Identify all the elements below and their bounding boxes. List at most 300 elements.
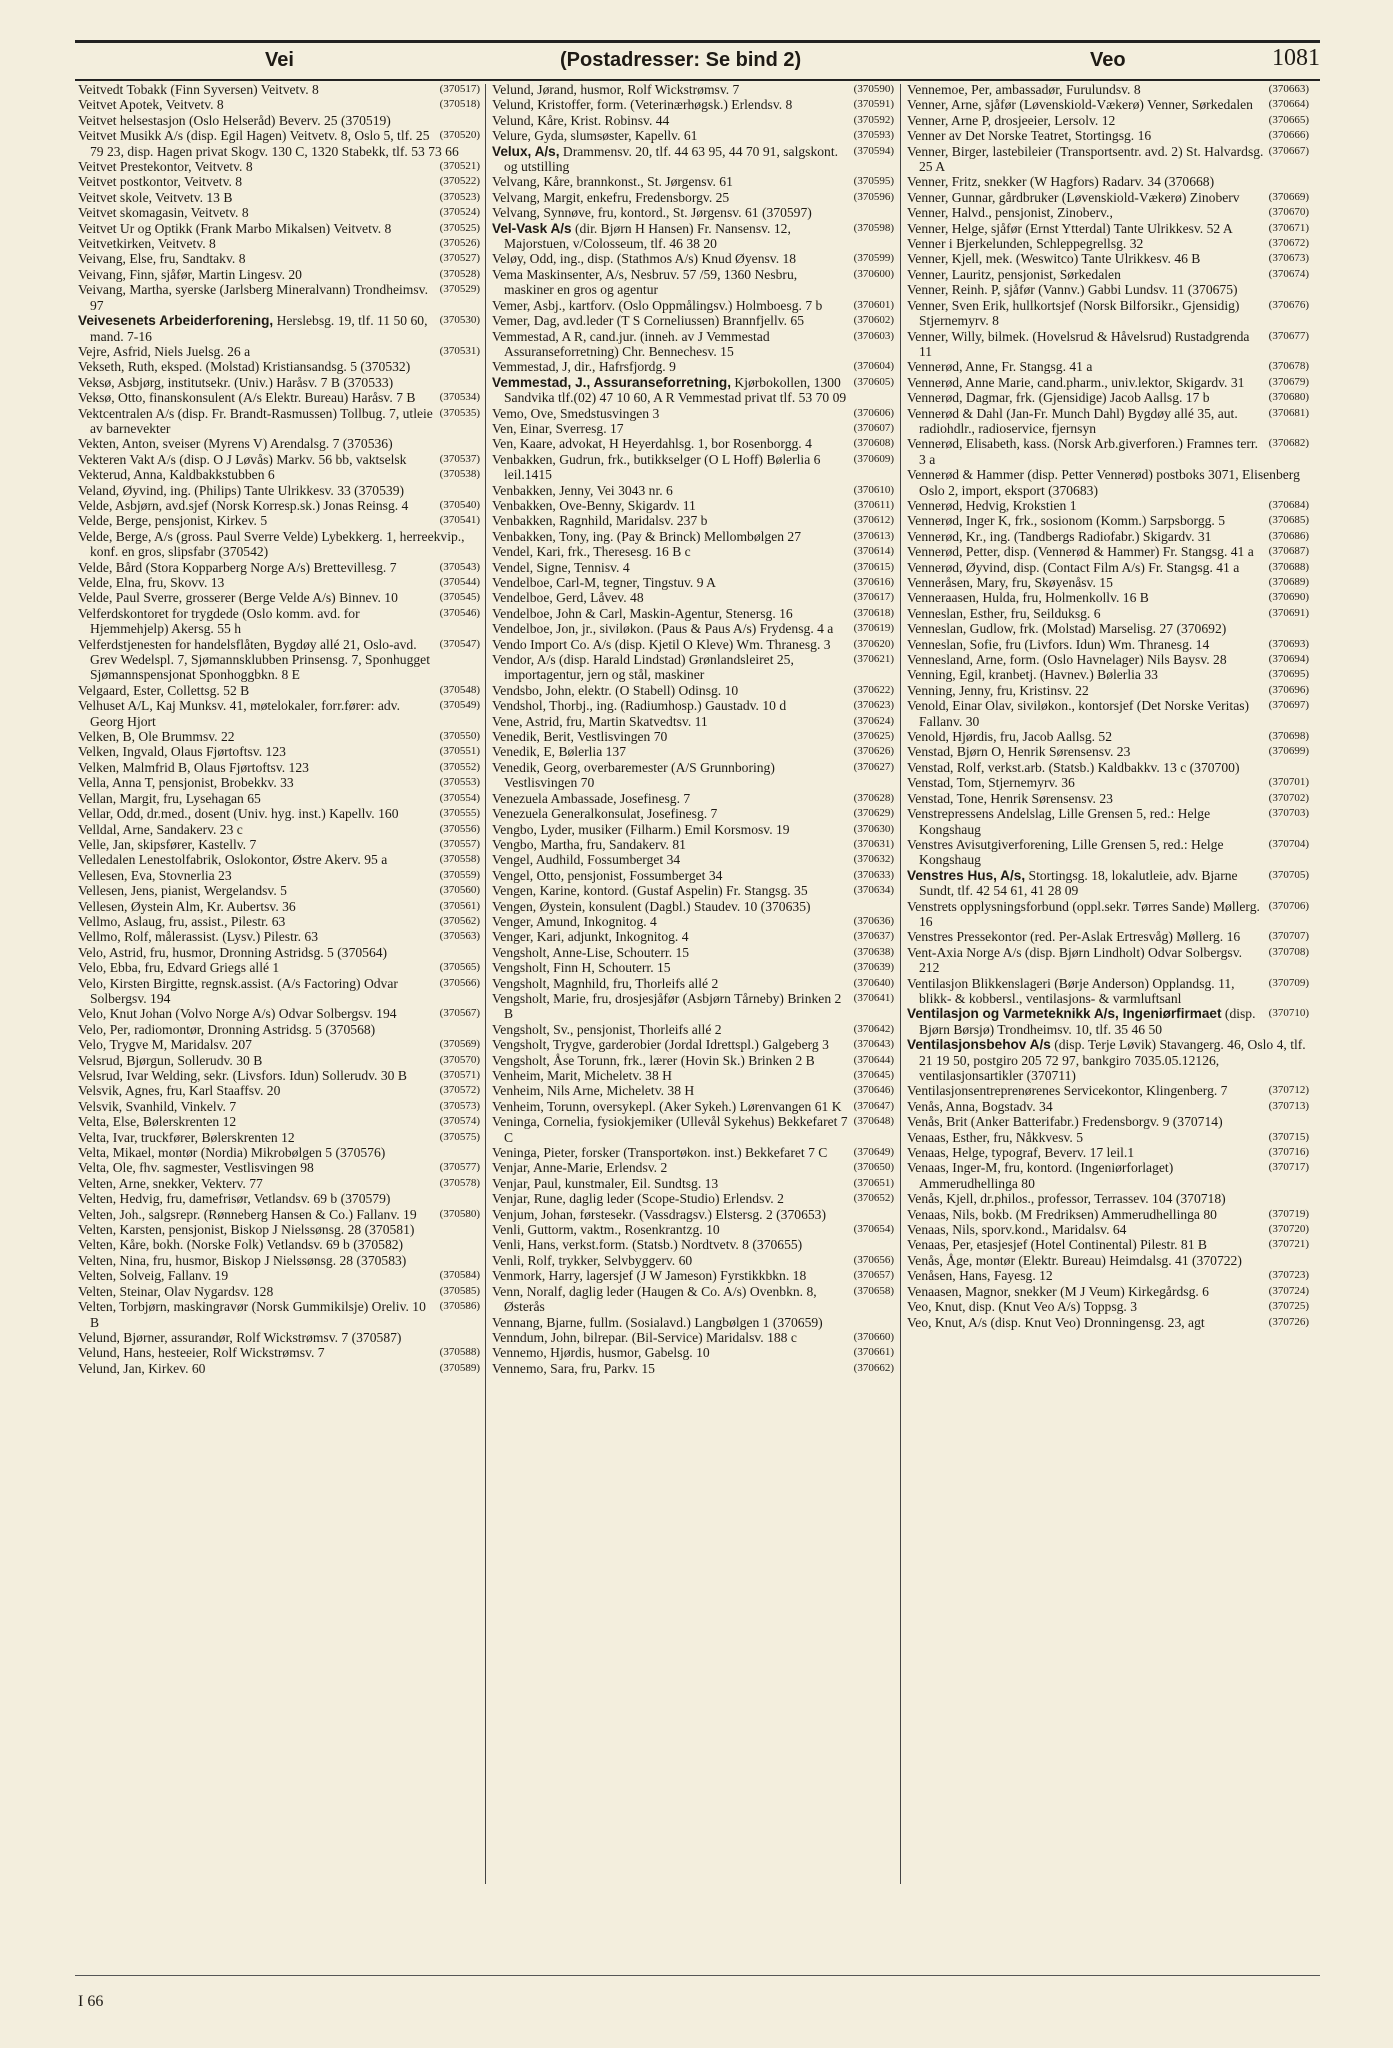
directory-entry bbox=[907, 82, 1309, 97]
entry-text: Velund, Jan, Kirkev. 60 bbox=[78, 1360, 206, 1376]
entry-text: Velken, B, Ole Brummsv. 22 bbox=[78, 729, 235, 745]
directory-entry bbox=[907, 1284, 1309, 1299]
entry-code: (370544) bbox=[439, 576, 480, 588]
directory-entry bbox=[492, 791, 894, 806]
directory-entry bbox=[907, 575, 1309, 590]
directory-entry bbox=[907, 529, 1309, 544]
entry-code: (370604) bbox=[853, 360, 894, 373]
entry-code: (370630) bbox=[853, 822, 894, 835]
entry-code: (370631) bbox=[853, 837, 894, 850]
entry-text: Venner i Bjerkelunden, Schleppegrellsg. 32 bbox=[907, 236, 1144, 252]
entry-code: (370528) bbox=[439, 267, 480, 280]
entry-code: (370632) bbox=[853, 853, 894, 866]
entry-text: Venner, Halvd., pensjonist, Zinoberv., bbox=[907, 205, 1113, 221]
directory-entry bbox=[78, 929, 480, 944]
directory-entry bbox=[907, 1315, 1309, 1330]
entry-code: (370574) bbox=[439, 1115, 480, 1128]
directory-entry bbox=[907, 744, 1309, 759]
entry-code: (370695) bbox=[1268, 668, 1309, 681]
entry-text: Venezuela Generalkonsulat, Josefinesg. 7 bbox=[492, 806, 718, 822]
entry-text: Velta, Else, Bølerskrenten 12 bbox=[78, 1114, 237, 1130]
directory-entry bbox=[907, 436, 1309, 467]
entry-code: (370572) bbox=[439, 1084, 480, 1097]
entry-text: Venner, Willy, bilmek. (Hovelsrud & Håvelsrud) Rustadgrenda 11 bbox=[907, 328, 1250, 359]
entry-code: (370620) bbox=[853, 637, 894, 650]
entry-text: Veland, Øyvind, ing. (Philips) Tante Ulrikkesv. 33 (370539) bbox=[78, 482, 405, 498]
directory-entry bbox=[78, 1006, 480, 1021]
directory-entry bbox=[492, 513, 894, 528]
entry-code: (370680) bbox=[1268, 391, 1309, 404]
directory-entry bbox=[907, 97, 1309, 112]
entry-code: (370703) bbox=[1268, 807, 1309, 820]
entry-text: Vendelboe, Gerd, Låvev. 48 bbox=[492, 590, 644, 606]
directory-entry bbox=[492, 1099, 894, 1114]
entry-text: Velde, Berge, A/s (gross. Paul Sverre Velde) Lybekkerg. 1, herreekvip., konf. en gros, slipsfabr (370542) bbox=[78, 528, 465, 560]
entry-text: Velsvik, Agnes, fru, Karl Staaffsv. 20 bbox=[78, 1083, 281, 1099]
directory-entry bbox=[907, 729, 1309, 744]
entry-text: Vennang, Bjarne, fullm. (Sosialavd.) Langbølgen 1 (370659) bbox=[492, 1314, 823, 1330]
entry-text: Velken, Malmfrid B, Olaus Fjørtoftsv. 123 bbox=[78, 759, 309, 775]
entry-text: Vemer, Asbj., kartforv. (Oslo Oppmålingsv.) Holmboesg. 7 b bbox=[492, 297, 823, 313]
directory-entry bbox=[907, 1268, 1309, 1283]
entry-text: Vemo, Ove, Smedstusvingen 3 bbox=[492, 405, 660, 421]
directory-entry bbox=[492, 606, 894, 621]
entry-code: (370613) bbox=[853, 529, 894, 542]
entry-code: (370534) bbox=[439, 391, 480, 404]
entry-code: (370725) bbox=[1268, 1300, 1309, 1313]
entry-text: Veo, Knut, A/s (disp. Knut Veo) Dronningensg. 23, agt bbox=[907, 1314, 1205, 1330]
directory-entry bbox=[492, 914, 894, 929]
entry-text: Velta, Ivar, truckfører, Bølerskrenten 12 bbox=[78, 1129, 295, 1145]
directory-entry bbox=[492, 1361, 894, 1376]
entry-code: (370520) bbox=[439, 129, 480, 142]
directory-entry bbox=[78, 729, 480, 744]
directory-entry bbox=[492, 1053, 894, 1068]
directory-entry bbox=[78, 406, 480, 437]
entry-text: Venstrets opplysningsforbund (oppl.sekr. Tørres Sande) Møllerg. 16 bbox=[907, 898, 1260, 929]
entry-text: Vengel, Otto, pensjonist, Fossumberget 34 bbox=[492, 867, 723, 883]
entry-text: Venneslan, Gudlow, frk. (Molstad) Marselisg. 27 (370692) bbox=[907, 621, 1227, 637]
entry-text: Vellar, Odd, dr.med., dosent (Univ. hyg. inst.) Kapellv. 160 bbox=[78, 806, 399, 822]
entry-code: (370546) bbox=[439, 606, 480, 619]
entry-code: (370596) bbox=[853, 190, 894, 203]
entry-text: Vendshol, Thorbj., ing. (Radiumhosp.) Gaustadv. 10 d bbox=[492, 698, 787, 714]
directory-entry bbox=[907, 144, 1309, 175]
entry-code: (370648) bbox=[853, 1115, 894, 1128]
entry-text: Venner, Birger, lastebileier (Transportsentr. avd. 2) St. Halvardsg. 25 A bbox=[907, 143, 1264, 175]
entry-code: (370702) bbox=[1268, 791, 1309, 804]
directory-entry bbox=[78, 128, 480, 159]
directory-entry bbox=[907, 267, 1309, 282]
directory-entry bbox=[78, 575, 480, 590]
entry-text: Velde, Paul Sverre, grosserer (Berge Velde A/s) Binnev. 10 bbox=[78, 590, 398, 606]
directory-entry bbox=[492, 729, 894, 744]
directory-entry bbox=[78, 390, 480, 405]
entry-text: Venner, Fritz, snekker (W Hagfors) Radarv. 34 (370668) bbox=[907, 174, 1215, 190]
entry-text: Vendo Import Co. A/s (disp. Kjetil O Kleve) Wm. Thranesg. 3 bbox=[492, 636, 831, 652]
directory-entry bbox=[907, 113, 1309, 128]
footer-rule bbox=[75, 1975, 1320, 1976]
directory-entry bbox=[78, 513, 480, 528]
directory-entry bbox=[492, 1268, 894, 1283]
entry-code: (370628) bbox=[853, 791, 894, 804]
entry-text: Vengbo, Martha, fru, Sandakerv. 81 bbox=[492, 836, 686, 852]
column-3 bbox=[907, 82, 1309, 1887]
entry-text: Velund, Jørand, husmor, Rolf Wickstrømsv. 7 bbox=[492, 82, 740, 97]
directory-entry bbox=[492, 113, 894, 128]
entry-text: Venn, Noralf, daglig leder (Haugen & Co. A/s) Ovenbkn. 8, Østerås bbox=[492, 1283, 817, 1315]
entry-text: Vengsholt, Marie, fru, drosjesjåfør (Asbjørn Tårneby) Brinken 2 B bbox=[492, 990, 842, 1022]
entry-text: Ven, Einar, Sverresg. 17 bbox=[492, 420, 624, 436]
entry-text: Vengsholt, Anne-Lise, Schouterr. 15 bbox=[492, 944, 690, 960]
entry-code: (370573) bbox=[439, 1099, 480, 1112]
entry-code: (370524) bbox=[439, 206, 480, 219]
entry-text: Vekseth, Ruth, eksped. (Molstad) Kristiansandsg. 5 (370532) bbox=[78, 359, 411, 375]
entry-code: (370575) bbox=[439, 1130, 480, 1143]
entry-text: Vennerød, Øyvind, disp. (Contact Film A/s) Fr. Stangsg. 41 a bbox=[907, 559, 1240, 575]
directory-entry bbox=[907, 560, 1309, 575]
header-right-keyword: Veo bbox=[1090, 49, 1126, 71]
listing-columns bbox=[78, 82, 1323, 1887]
entry-code: (370608) bbox=[853, 437, 894, 450]
entry-text: Vennerød, Hedvig, Krokstien 1 bbox=[907, 497, 1077, 513]
entry-code: (370646) bbox=[853, 1084, 894, 1097]
directory-entry bbox=[492, 837, 894, 852]
directory-entry bbox=[78, 1114, 480, 1129]
entry-text: Venstad, Tom, Stjernemyrv. 36 bbox=[907, 775, 1075, 791]
directory-entry bbox=[78, 282, 480, 313]
directory-entry bbox=[78, 97, 480, 112]
entry-code: (370589) bbox=[439, 1361, 480, 1374]
directory-entry bbox=[78, 822, 480, 837]
directory-entry bbox=[492, 683, 894, 698]
entry-text: Velten, Karsten, pensjonist, Biskop J Nielssønsg. 28 (370581) bbox=[78, 1222, 415, 1238]
directory-entry bbox=[907, 652, 1309, 667]
entry-code: (370705) bbox=[1268, 868, 1309, 881]
entry-text: Velten, Steinar, Olav Nygardsv. 128 bbox=[78, 1283, 274, 1299]
entry-text: Velo, Ebba, fru, Edvard Griegs allé 1 bbox=[78, 960, 280, 976]
entry-text: Vennemoe, Per, ambassadør, Furulundsv. 8 bbox=[907, 82, 1141, 97]
directory-entry bbox=[907, 791, 1309, 806]
entry-text: Velten, Hedvig, fru, damefrisør, Vetlandsv. 69 b (370579) bbox=[78, 1191, 391, 1207]
entry-text: Vellesen, Øystein Alm, Kr. Aubertsv. 36 bbox=[78, 898, 296, 914]
entry-text: Vekteren Vakt A/s (disp. O J Løvås) Markv. 56 bb, vaktselsk bbox=[78, 451, 407, 467]
directory-entry bbox=[907, 544, 1309, 559]
entry-text: Venåsen, Hans, Fayesg. 12 bbox=[907, 1268, 1053, 1284]
directory-entry bbox=[492, 868, 894, 883]
entry-code: (370623) bbox=[853, 699, 894, 712]
entry-code: (370643) bbox=[853, 1038, 894, 1051]
entry-code: (370688) bbox=[1268, 560, 1309, 573]
directory-entry bbox=[907, 1222, 1309, 1237]
directory-entry bbox=[492, 1022, 894, 1037]
entry-text: Venbakken, Ove-Benny, Skigardv. 11 bbox=[492, 497, 696, 513]
entry-text: Velledalen Lenestolfabrik, Oslokontor, Østre Akerv. 95 a bbox=[78, 852, 388, 868]
entry-code: (370674) bbox=[1268, 267, 1309, 280]
entry-text: Venner, Arne, sjåfør (Løvenskiold-Vækerø) Venner, Sørkedalen bbox=[907, 97, 1253, 113]
entry-code: (370640) bbox=[853, 976, 894, 989]
entry-code: (370547) bbox=[439, 637, 480, 650]
entry-text: Venning, Egil, kranbetj. (Havnev.) Bølerlia 33 bbox=[907, 667, 1158, 683]
entry-text: Velund, Bjørner, assurandør, Rolf Wickstrømsv. 7 (370587) bbox=[78, 1329, 402, 1345]
entry-code: (370617) bbox=[853, 591, 894, 604]
directory-entry bbox=[78, 883, 480, 898]
entry-code: (370715) bbox=[1268, 1130, 1309, 1143]
entry-text: Vendelboe, John & Carl, Maskin-Agentur, Stenersg. 16 bbox=[492, 605, 793, 621]
entry-text: Vemer, Dag, avd.leder (T S Corneliussen) Brannfjellv. 65 bbox=[492, 313, 805, 329]
entry-code: (370603) bbox=[853, 329, 894, 342]
directory-entry bbox=[78, 174, 480, 189]
column-2 bbox=[492, 82, 894, 1887]
directory-entry bbox=[492, 883, 894, 898]
entry-code: (370618) bbox=[853, 606, 894, 619]
entry-text: Vemmestad, J, dir., Hafrsfjordg. 9 bbox=[492, 359, 676, 375]
entry-code: (370541) bbox=[439, 514, 480, 527]
entry-text: Vengsholt, Finn H, Schouterr. 15 bbox=[492, 960, 671, 976]
entry-code: (370699) bbox=[1268, 745, 1309, 758]
entry-code: (370690) bbox=[1268, 591, 1309, 604]
entry-code: (370551) bbox=[439, 745, 480, 758]
directory-entry bbox=[492, 128, 894, 143]
entry-code: (370584) bbox=[439, 1269, 480, 1282]
entry-text: Veitvet Apotek, Veitvetv. 8 bbox=[78, 97, 224, 113]
entry-code: (370622) bbox=[853, 683, 894, 696]
entry-code: (370689) bbox=[1268, 576, 1309, 588]
entry-text: Venedik, Berit, Vestlisvingen 70 bbox=[492, 729, 668, 745]
entry-code: (370693) bbox=[1268, 637, 1309, 650]
entry-code: (370650) bbox=[853, 1161, 894, 1174]
directory-entry bbox=[78, 852, 480, 867]
entry-text: Veitvet skole, Veitvetv. 13 B bbox=[78, 189, 233, 205]
entry-text: Vellesen, Eva, Stovnerlia 23 bbox=[78, 867, 232, 883]
header-note: (Postadresser: Se bind 2) bbox=[560, 49, 802, 71]
entry-code: (370694) bbox=[1268, 653, 1309, 666]
entry-code: (370706) bbox=[1268, 899, 1309, 912]
directory-entry bbox=[907, 1083, 1309, 1098]
directory-entry bbox=[907, 329, 1309, 360]
directory-entry bbox=[492, 1207, 894, 1222]
entry-code: (370652) bbox=[853, 1192, 894, 1205]
entry-text: Velten, Arne, snekker, Vekterv. 77 bbox=[78, 1175, 263, 1191]
entry-text: Venli, Rolf, trykker, Selvbyggerv. 60 bbox=[492, 1252, 693, 1268]
directory-entry bbox=[492, 945, 894, 960]
entry-text: Venaas, Per, etasjesjef (Hotel Continental) Pilestr. 81 B bbox=[907, 1237, 1207, 1253]
entry-text: Vellmo, Rolf, målerassist. (Lysv.) Pilestr. 63 bbox=[78, 929, 319, 945]
entry-code: (370672) bbox=[1268, 237, 1309, 250]
entry-text: Vellmo, Aslaug, fru, assist., Pilestr. 63 bbox=[78, 913, 286, 929]
entry-text: Velten, Joh., salgsrepr. (Rønneberg Hansen & Co.) Fallanv. 19 bbox=[78, 1206, 417, 1222]
directory-entry bbox=[907, 1299, 1309, 1314]
directory-entry bbox=[492, 1160, 894, 1175]
entry-text: Vennerød, Inger K, frk., sosionom (Komm.) Sarpsborgg. 5 bbox=[907, 513, 1226, 529]
entry-text: Veivang, Martha, syerske (Jarlsberg Mineralvann) Trondheimsv. 97 bbox=[78, 282, 428, 313]
entry-text: Venstad, Tone, Henrik Sørensensv. 23 bbox=[907, 790, 1113, 806]
directory-entry bbox=[492, 976, 894, 991]
entry-text: Venjum, Johan, førstesekr. (Vassdragsv.) Elstersg. 2 (370653) bbox=[492, 1206, 826, 1222]
directory-entry bbox=[907, 390, 1309, 405]
entry-text: Velta, Mikael, montør (Nordia) Mikrobølgen 5 (370576) bbox=[78, 1145, 386, 1161]
entry-code: (370540) bbox=[439, 498, 480, 511]
entry-code: (370523) bbox=[439, 190, 480, 203]
directory-entry bbox=[78, 1160, 480, 1175]
entry-text: Venli, Guttorm, vaktm., Rosenkrantzg. 10 bbox=[492, 1222, 720, 1238]
entry-code: (370624) bbox=[853, 714, 894, 727]
directory-entry bbox=[492, 1083, 894, 1098]
directory-entry bbox=[492, 575, 894, 590]
entry-text: Veitvet Musikk A/s (disp. Egil Hagen) Veitvetv. 8, Oslo 5, tlf. 25 79 23, disp. Hagen privat Skogv. 130 C, 1320 Stabekk, tlf. 53 73 66 bbox=[78, 128, 459, 159]
directory-entry bbox=[492, 498, 894, 513]
entry-code: (370676) bbox=[1268, 298, 1309, 311]
entry-text: Velferdstjenesten for handelsflåten, Bygdøy allé 21, Oslo-avd. Grev Wedelspl. 7, Sjømannsklubben Prinsensg. 7, Sponhugget Sjømannspensjonat Sponhoggbkn. 8 E bbox=[78, 636, 430, 683]
directory-entry bbox=[907, 467, 1309, 498]
entry-text: Velde, Asbjørn, avd.sjef (Norsk Korresp.sk.) Jonas Reinsg. 4 bbox=[78, 497, 409, 513]
entry-text: Venedik, E, Bølerlia 137 bbox=[492, 744, 627, 760]
entry-code: (370673) bbox=[1268, 252, 1309, 265]
directory-entry bbox=[78, 1361, 480, 1376]
entry-code: (370697) bbox=[1268, 699, 1309, 712]
entry-text: Venner, Kjell, mek. (Weswitco) Tante Ulrikkesv. 46 B bbox=[907, 251, 1201, 267]
entry-text: Vellesen, Jens, pianist, Wergelandsv. 5 bbox=[78, 883, 287, 899]
directory-entry bbox=[78, 221, 480, 236]
directory-entry bbox=[907, 1130, 1309, 1145]
directory-entry bbox=[78, 1053, 480, 1068]
entry-text: Vengel, Audhild, Fossumberget 34 bbox=[492, 852, 681, 868]
entry-text: Velund, Kåre, Krist. Robinsv. 44 bbox=[492, 112, 670, 128]
entry-code: (370527) bbox=[439, 252, 480, 265]
page-footer: I 66 bbox=[78, 1993, 104, 2010]
entry-text: Vennemo, Sara, fru, Parkv. 15 bbox=[492, 1360, 655, 1376]
entry-code: (370598) bbox=[853, 221, 894, 234]
entry-text: Veivang, Else, fru, Sandtakv. 8 bbox=[78, 251, 246, 267]
entry-text: Venbakken, Jenny, Vei 3043 nr. 6 bbox=[492, 482, 673, 498]
directory-entry bbox=[907, 806, 1309, 837]
directory-entry bbox=[907, 251, 1309, 266]
directory-entry bbox=[492, 744, 894, 759]
entry-text: Vengen, Øystein, konsulent (Dagbl.) Staudev. 10 (370635) bbox=[492, 898, 811, 914]
entry-text: Velo, Kirsten Birgitte, regnsk.assist. (A/s Factoring) Odvar Solbergsv. 194 bbox=[78, 975, 398, 1006]
directory-entry bbox=[78, 159, 480, 174]
entry-code: (370657) bbox=[853, 1269, 894, 1282]
directory-entry bbox=[78, 837, 480, 852]
entry-code: (370591) bbox=[853, 98, 894, 111]
entry-code: (370717) bbox=[1268, 1161, 1309, 1174]
entry-text: Velo, Per, radiomontør, Dronning Astridsg. 5 (370568) bbox=[78, 1021, 376, 1037]
directory-entry bbox=[492, 190, 894, 205]
directory-entry bbox=[78, 190, 480, 205]
entry-text: Venezuela Ambassade, Josefinesg. 7 bbox=[492, 790, 691, 806]
entry-text: Vemmestad, A R, cand.jur. (inneh. av J Vemmestad Assuranseforretning) Chr. Bennechesv. 15 bbox=[492, 328, 770, 359]
entry-code: (370707) bbox=[1268, 930, 1309, 943]
entry-code: (370660) bbox=[853, 1330, 894, 1343]
entry-text: Velund, Kristoffer, form. (Veterinærhøgsk.) Erlendsv. 8 bbox=[492, 97, 793, 113]
entry-text: Vennemo, Hjørdis, husmor, Gabelsg. 10 bbox=[492, 1345, 710, 1361]
entry-code: (370649) bbox=[853, 1146, 894, 1159]
directory-entry bbox=[907, 899, 1309, 930]
directory-entry bbox=[78, 205, 480, 220]
entry-code: (370553) bbox=[439, 776, 480, 789]
directory-entry bbox=[78, 775, 480, 790]
entry-code: (370708) bbox=[1268, 945, 1309, 958]
entry-text: Venjar, Paul, kunstmaler, Eil. Sundtsg. 13 bbox=[492, 1175, 719, 1191]
entry-code: (370610) bbox=[853, 483, 894, 496]
entry-code: (370549) bbox=[439, 699, 480, 712]
directory-entry bbox=[78, 560, 480, 575]
entry-code: (370696) bbox=[1268, 683, 1309, 696]
entry-code: (370567) bbox=[439, 1007, 480, 1020]
directory-entry bbox=[907, 1145, 1309, 1160]
entry-code: (370638) bbox=[853, 945, 894, 958]
directory-entry bbox=[492, 483, 894, 498]
directory-entry bbox=[78, 1284, 480, 1299]
entry-text: Vektcentralen A/s (disp. Fr. Brandt-Rasmussen) Tollbug. 7, utleie av barnevekter bbox=[78, 405, 433, 436]
entry-text: Velux, A/s, Drammensv. 20, tlf. 44 63 95, 44 70 91, salgskont. og utstilling bbox=[492, 143, 839, 175]
entry-code: (370724) bbox=[1268, 1284, 1309, 1297]
entry-code: (370566) bbox=[439, 976, 480, 989]
directory-entry bbox=[78, 1299, 480, 1330]
entry-text: Veninga, Pieter, forsker (Transportøkon. inst.) Bekkefaret 7 C bbox=[492, 1145, 828, 1161]
entry-text: Velsrud, Bjørgun, Sollerudv. 30 B bbox=[78, 1052, 263, 1068]
entry-text: Vennerød, Kr., ing. (Tandbergs Radiofabr.) Skigardv. 31 bbox=[907, 528, 1212, 544]
directory-entry bbox=[78, 1068, 480, 1083]
entry-code: (370627) bbox=[853, 760, 894, 773]
directory-entry bbox=[78, 637, 480, 683]
entry-text: Vendelboe, Carl-M, tegner, Tingstuv. 9 A bbox=[492, 575, 716, 590]
entry-code: (370522) bbox=[439, 175, 480, 188]
entry-code: (370529) bbox=[439, 283, 480, 296]
directory-entry bbox=[492, 375, 894, 406]
entry-code: (370710) bbox=[1268, 1007, 1309, 1020]
entry-text: Venaas, Nils, sporv.kond., Maridalsv. 64 bbox=[907, 1222, 1127, 1238]
entry-code: (370723) bbox=[1268, 1269, 1309, 1282]
directory-entry bbox=[78, 467, 480, 482]
directory-entry bbox=[78, 1130, 480, 1145]
entry-text: Venaasen, Magnor, snekker (M J Veum) Kirkegårdsg. 6 bbox=[907, 1283, 1209, 1299]
directory-entry bbox=[907, 1207, 1309, 1222]
entry-text: Velgaard, Ester, Collettsg. 52 B bbox=[78, 682, 250, 698]
entry-code: (370704) bbox=[1268, 837, 1309, 850]
entry-code: (370701) bbox=[1268, 776, 1309, 789]
entry-code: (370684) bbox=[1268, 498, 1309, 511]
directory-entry bbox=[492, 313, 894, 328]
entry-text: Vengbo, Lyder, musiker (Filharm.) Emil Korsmosv. 19 bbox=[492, 821, 790, 837]
directory-entry bbox=[78, 1037, 480, 1052]
entry-text: Vent-Axia Norge A/s (disp. Bjørn Lindholt) Odvar Solbergsv. 212 bbox=[907, 944, 1243, 976]
directory-entry bbox=[907, 1237, 1309, 1252]
entry-text: Venstad, Bjørn O, Henrik Sørensensv. 23 bbox=[907, 744, 1131, 760]
directory-entry bbox=[907, 205, 1309, 220]
entry-text: Venås, Åge, montør (Elektr. Bureau) Heimdalsg. 41 (370722) bbox=[907, 1252, 1242, 1268]
entry-text: Venbakken, Tony, ing. (Pay & Brinck) Mellombølgen 27 bbox=[492, 528, 802, 544]
entry-text: Venaas, Inger-M, fru, kontord. (Ingeniørforlaget) Ammerudhellinga 80 bbox=[907, 1160, 1174, 1191]
directory-entry bbox=[492, 1145, 894, 1160]
entry-text: Venmork, Harry, lagersjef (J W Jameson) Fyrstikkbkn. 18 bbox=[492, 1268, 807, 1284]
directory-entry bbox=[78, 960, 480, 975]
directory-entry bbox=[492, 221, 894, 252]
header-left-keyword: Vei bbox=[265, 49, 294, 71]
directory-entry bbox=[78, 251, 480, 266]
entry-text: Veitvetkirken, Veitvetv. 8 bbox=[78, 236, 216, 252]
directory-entry bbox=[907, 1114, 1309, 1129]
entry-code: (370639) bbox=[853, 961, 894, 974]
entry-text: Venedik, Georg, overbaremester (A/S Grunnboring) Vestlisvingen 70 bbox=[492, 759, 775, 791]
directory-entry bbox=[492, 1345, 894, 1360]
entry-text: Vellan, Margit, fru, Lysehagan 65 bbox=[78, 790, 261, 806]
directory-entry bbox=[492, 960, 894, 975]
entry-text: Ventilasjonsbehov A/s (disp. Terje Løvik) Stavangerg. 46, Oslo 4, tlf. 21 19 50, postgiro 205 72 97, bankgiro 7035.05.12126, ventilasjonsartikler (370711) bbox=[907, 1037, 1306, 1083]
directory-entry bbox=[492, 822, 894, 837]
directory-entry bbox=[492, 590, 894, 605]
entry-code: (370559) bbox=[439, 868, 480, 881]
